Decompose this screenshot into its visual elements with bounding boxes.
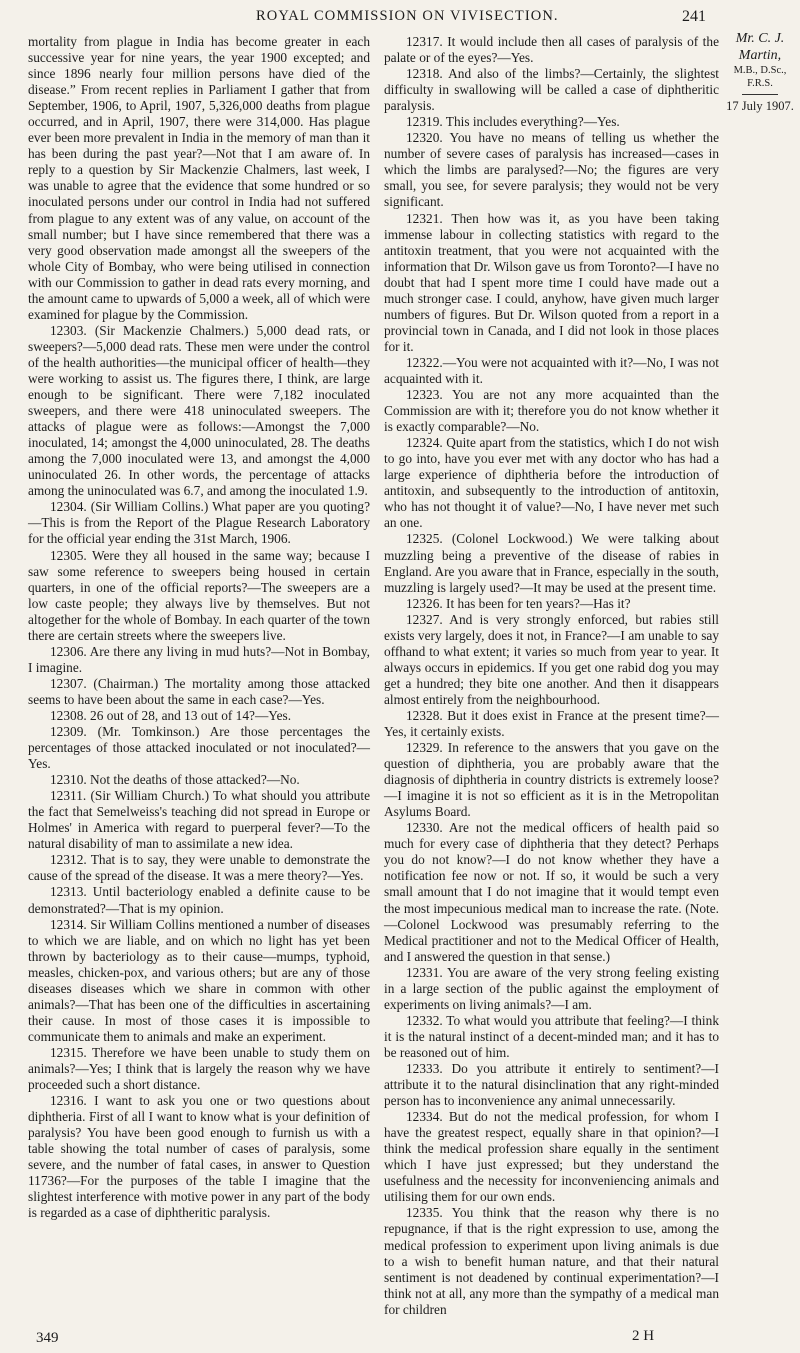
testimony-paragraph: 12328. But it does exist in France at the present time?—Yes, it certainly exists. xyxy=(384,707,719,740)
testimony-paragraph: 12330. Are not the medical officers of health paid so much for every case of diphtheria that they detect? Perhaps you do not know?—I do not know whether they have a notification fee now or not. If so, it would be such a very small amount that I do not imagine that it would tempt even the most impecunious medical man to increase the rate. (Note.—Colonel Lockwood was presumably referring to the Medical practitioner and not to the Medical Officer of Health, and I answered the question in that sense.) xyxy=(384,820,719,964)
testimony-paragraph: mortality from plague in India has become greater in each successive year for nine years, the year 1900 excepted; and since 1896 nearly four million persons have died of the disease.” From recent replies in Parliament I gather that from September, 1906, to April, 1907, 5,326,000 deaths from plague occurred, and in April, 1907, there were 314,000. Has plague ever been more prevalent in India in the memory of man than it has been during the past year?—Not that I am aware of. In reply to a question by Sir Mackenzie Chalmers, last week, I was unable to agree that the evidence that some hundred or so inoculated persons under our control in India had not suffered from plague to any extent was of any value, on account of the small number; but I have since remembered that there was a very good observation made amongst all the sweepers of the whole City of Bombay, who were being utilised in connection with our Commission to gather in dead rats every morning, and the amount came to upwards of 5,000 a week, all of which were examined for plague by the Commission. xyxy=(28,34,370,322)
testimony-paragraph: 12333. Do you attribute it entirely to sentiment?—I attribute it to the natural disinclination that any right-minded person has to inconvenience any animal unnecessarily. xyxy=(384,1061,719,1109)
testimony-paragraph: 12322.—You were not acquainted with it?—No, I was not acquainted with it. xyxy=(384,354,719,386)
witness-name: Mr. C. J. Martin, xyxy=(735,31,785,63)
testimony-paragraph: 12317. It would include then all cases of paralysis of the palate or of the eyes?—Yes. xyxy=(384,34,719,66)
testimony-paragraph: 12320. You have no means of telling us whether the number of severe cases of paralysis has increased—cases in which the limbs are paralysed?—No; the figures are very small, you see, for severe paralysis; they would not be very significant. xyxy=(384,130,719,210)
testimony-paragraph: 12306. Are there any living in mud huts?—Not in Bombay, I imagine. xyxy=(28,643,370,675)
testimony-paragraph: 12324. Quite apart from the statistics, which I do not wish to go into, have you ever met with any doctor who has had a large experience of diphtheria before the introduction of antitoxin, and subsequently to the introduction of antitoxin, who has not thought it of value?—No, I have never met such an one. xyxy=(384,435,719,531)
testimony-paragraph: 12332. To what would you attribute that feeling?—I think it is the natural instinct of a decent-minded man; and it has to be reasoned out of him. xyxy=(384,1012,719,1060)
page-number: 241 xyxy=(682,8,706,25)
testimony-paragraph: 12325. (Colonel Lockwood.) We were talking about muzzling being a preventive of the disease of rabies in England. Are you aware that in France, especially in the south, muzzling is largely used?—It may be used at the present time. xyxy=(384,531,719,595)
testimony-paragraph: 12316. I want to ask you one or two questions about diphtheria. First of all I want to know what is your definition of paralysis? You have been good enough to furnish us with a table showing the total number of cases of paralysis, some severe, and the number of fatal cases, in answer to Question 11736?—For the purposes of the table I imagine that the slightest interference with motive power in any part of the body is regarded as a case of diphtheritic paralysis. xyxy=(28,1093,370,1221)
witness-credentials: M.B., D.Sc., F.R.S. xyxy=(733,65,787,89)
testimony-paragraph: 12309. (Mr. Tomkinson.) Are those percentages the percentages of those attacked inoculated or not inoculated?—Yes. xyxy=(28,724,370,772)
testimony-paragraph: 12304. (Sir William Collins.) What paper are you quoting?—This is from the Report of the Plague Research Laboratory for the official year ending the 31st March, 1906. xyxy=(28,499,370,547)
testimony-paragraph: 12315. Therefore we have been unable to study them on animals?—Yes; I think that is largely the reason why we have proceeded such a short distance. xyxy=(28,1044,370,1093)
signature-mark-left: 349 xyxy=(36,1330,59,1346)
testimony-paragraph: 12323. You are not any more acquainted than the Commission are with it; therefore you do not know whether it is exactly comparable?—No. xyxy=(384,387,719,435)
testimony-paragraph: 12318. And also of the limbs?—Certainly, the slightest difficulty in swallowing will be called a case of diphtheritic paralysis. xyxy=(384,66,719,114)
testimony-paragraph: 12334. But do not the medical profession, for whom I have the greatest respect, equally share in that opinion?—I think the medical profession share equally in the sentiment which I have just expressed; but they understand the usefulness and the necessity for inconveniencing animals and utilising them for our own ends. xyxy=(384,1109,719,1205)
testimony-paragraph: 12319. This includes everything?—Yes. xyxy=(406,114,620,130)
testimony-paragraph: 12311. (Sir William Church.) To what should you attribute the fact that Semelweiss's teaching did not spread in Europe or Holmes' in America with regard to puerperal fever?—To the natural disability of man to assimilate a new idea. xyxy=(28,788,370,852)
margin-divider xyxy=(742,94,778,95)
page-header xyxy=(0,8,800,34)
testimony-paragraph: 12313. Until bacteriology enabled a definite cause to be demonstrated?—That is my opinion. xyxy=(28,884,370,916)
testimony-paragraph: 12335. You think that the reason why there is no repugnance, if that is the right expression to use, among the medical profession to experiment upon living animals is due to a wish to benefit human nature, and that their natural sentiment is not deadened by continual experimentation?—I think not at all, any more than the sympathy of a medical man for children xyxy=(384,1205,719,1317)
testimony-paragraph: 12305. Were they all housed in the same way; because I saw some reference to sweepers being housed in certain quarters, in one of the official reports?—The sweepers are a low caste people; they always live by themselves. But not altogether for the whole of Bombay. In each quarter of the town there are certain streets where the sweepers live. xyxy=(28,547,370,643)
testimony-paragraph: 12326. It has been for ten years?—Has it? xyxy=(406,595,631,611)
testimony-paragraph: 12331. You are aware of the very strong feeling existing in a large section of the public against the employment of experiments on living animals?—I am. xyxy=(384,964,719,1012)
testimony-paragraph: 12312. That is to say, they were unable to demonstrate the cause of the spread of the disease. It was a mere theory?—Yes. xyxy=(28,852,370,884)
right-text-column xyxy=(384,34,719,1318)
left-text-column xyxy=(28,34,370,1221)
testimony-date: 17 July 1907. xyxy=(726,99,794,113)
testimony-paragraph: 12307. (Chairman.) The mortality among those attacked seems to have been about the same in each case?—Yes. xyxy=(28,675,370,707)
testimony-paragraph: 12303. (Sir Mackenzie Chalmers.) 5,000 dead rats, or sweepers?—5,000 dead rats. These men were under the control of the health authorities—the municipal officer of health—they were working to assist us. The figures there, I think, are large enough to be significant. There were 7,182 inoculated sweepers, and there were 418 uninoculated sweepers. The attacks of plague were as follows:—Amongst the 7,000 inoculated, 14; amongst the 4,000 uninoculated, 28. The deaths among the 7,000 inoculated were 13, and amongst the 4,000 uninoculated 26. In other words, the percentage of attacks among the uninoculated was 6.7, and among the inoculated 1.9. xyxy=(28,322,370,499)
running-title: ROYAL COMMISSION ON VIVISECTION. xyxy=(256,8,559,24)
testimony-paragraph: 12327. And is very strongly enforced, but rabies still exists very largely, does it not, in France?—I am unable to say offhand to what extent; it varies so much from year to year. It always occurs in epidemics. If you get one rabid dog you may get a hundred; they bite one another. And then it disappears almost entirely from the neighbourhood. xyxy=(384,611,719,707)
testimony-paragraph: 12329. In reference to the answers that you gave on the question of diphtheria, you are probably aware that the diagnosis of diphtheria in country districts is extremely loose?—I imagine it is not so efficient as it is in the Metropolitan Asylums Board. xyxy=(384,740,719,820)
testimony-paragraph: 12308. 26 out of 28, and 13 out of 14?—Yes. xyxy=(50,707,292,723)
testimony-paragraph: 12310. Not the deaths of those attacked?—No. xyxy=(50,772,300,788)
margin-note xyxy=(722,30,798,114)
testimony-paragraph: 12314. Sir William Collins mentioned a number of diseases to which we are liable, and on which no light has yet been thrown by bacteriology as to their cause—mumps, typhoid, measles, chicken-pox, and various others; but are any of those diseases diseases which we share in common with other animals?—That has been one of the difficulties in ascertaining their cause. In most of those cases it is impossible to communicate them to animals and make an experiment. xyxy=(28,916,370,1044)
signature-mark-right: 2 H xyxy=(632,1328,655,1344)
testimony-paragraph: 12321. Then how was it, as you have been taking immense labour in collecting statistics with regard to the antitoxin treatment, that you were not acquainted with the information that Dr. Wilson gave us from Toronto?—I have no doubt that had I spent more time I could have made out a much stronger case. I could, anyhow, have given much larger numbers of figures. But Dr. Wilson quoted from a report in a provincial town in Canada, and I did not look in those places for it. xyxy=(384,210,719,354)
